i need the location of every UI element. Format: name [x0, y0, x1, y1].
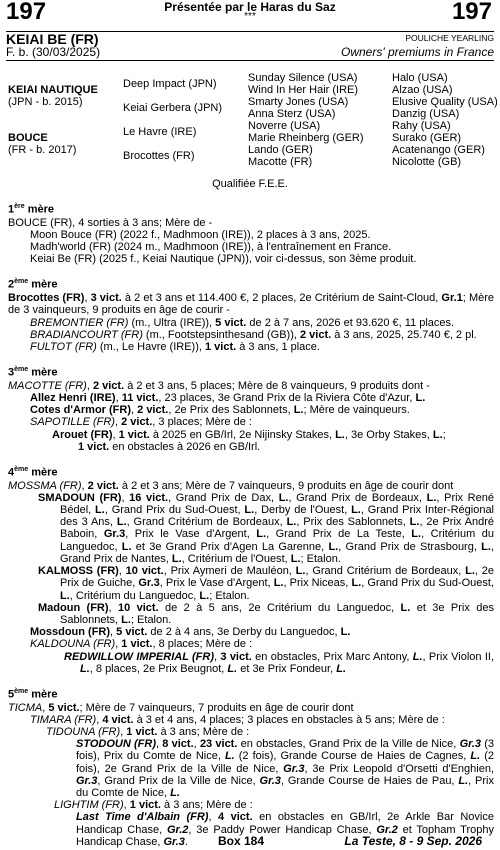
- produce-line: FULTOT (FR) (m., Le Havre (IRE)), 1 vict. à 3 ans, 1 place.: [30, 340, 320, 353]
- sire-info: (JPN - b. 2015): [8, 96, 83, 108]
- section-5: [8, 685, 494, 848]
- produce-line: KALMOSS (FR), 10 vict., Prix Aymeri de Mauléon, L., Grand Critérium de Bordeaux, L., 2e Prix de Guiche, Gr.3, Prix le Vase d'Argent, L., Prix Niceas, L., Grand Prix du Sud-Ouest, L., Critérium du Languedoc, L.; Etalon.: [38, 565, 495, 602]
- produce-line: TIDOUNA (FR), 1 vict. à 3 ans; Mère de :: [46, 725, 250, 738]
- gen4-item: Surako (GER): [392, 132, 462, 144]
- gen2-item: Deep Impact (JPN): [123, 78, 217, 90]
- section-3: [8, 363, 494, 453]
- gen4-item: Alzao (USA): [392, 84, 453, 96]
- gen3-item: Lando (GER): [248, 144, 313, 156]
- produce-line: Allez Henri (IRE), 11 vict., 23 places, 3e Grand Prix de la Riviera Côte d'Azur, L.: [30, 392, 426, 404]
- gen3-item: Smarty Jones (USA): [248, 96, 349, 108]
- produce-line: Mossdoun (FR), 5 vict. de 2 à 4 ans, 3e Derby du Languedoc, L.: [30, 626, 351, 639]
- section-title: 4ème mère: [8, 466, 58, 479]
- produce-line: 1 vict. en obstacles à 2026 en GB/Irl.: [78, 440, 261, 453]
- produce-line: KALDOUNA (FR), 1 vict., 8 places; Mère de :: [30, 638, 253, 651]
- produce-line: Moon Bouce (FR) (2022 f., Madhmoon (IRE)), 2 places à 3 ans, 2025.: [30, 228, 371, 241]
- dam-line: Brocottes (FR), 3 vict. à 2 et 3 ans et 114.400 €, 2 places, 2e Critérium de Saint-Cloud, Gr.1; Mère de 3 vainqueurs, 9 produits en âge de courir -: [8, 292, 495, 317]
- gen2-item: Le Havre (IRE): [123, 126, 197, 138]
- section-2: [8, 275, 494, 353]
- sex-category: POULICHE YEARLING: [405, 33, 494, 43]
- dam-line: BOUCE (FR), 4 sorties à 3 ans; Mère de -: [8, 216, 213, 229]
- birth-info: F. b. (30/03/2025): [6, 45, 101, 59]
- produce-line: TIMARA (FR), 4 vict. à 3 et 4 ans, 4 places; 3 places en obstacles à 5 ans; Mère de :: [30, 713, 445, 726]
- produce-line: BRADIANCOURT (FR) (m., Footstepsinthesand (GB)), 2 vict. à 3 ans, 2025, 25.740 €, 2 pl.: [30, 328, 477, 341]
- section-title: 1ère mère: [8, 203, 54, 216]
- gen2-item: Keiai Gerbera (JPN): [123, 102, 223, 114]
- produce-line: SAPOTILLE (FR), 2 vict., 3 places; Mère de :: [30, 416, 252, 429]
- produce-line: STODOUN (FR), 8 vict., 23 vict. en obstacles, Grand Prix de la Ville de Nice, Gr.3 (3 fois), Prix du Comte de Nice, L. (2 fois), Grande Course de Haies de Cagnes, L. (2 fois), 2e Grand Prix de la Ville de Nice, Gr.3, 3e Prix Leopold d'Orsetti d'Enghien, Gr.3, Grand Prix de la Ville de Nice, Gr.3, Grande Course de Haies de Pau, L., Prix du Comte de Nice, L.: [76, 738, 494, 799]
- gen3-item: Sunday Silence (USA): [248, 72, 358, 84]
- stars: ***: [244, 11, 256, 22]
- qualification: Qualifiée F.E.E.: [212, 178, 288, 190]
- produce-line: Cotes d'Armor (FR), 2 vict., 2e Prix des Sablonnets, L.; Mère de vainqueurs.: [30, 404, 410, 417]
- gen4-item: Halo (USA): [392, 72, 448, 84]
- page-header: [0, 0, 500, 28]
- gen4-item: Danzig (USA): [392, 108, 460, 120]
- produce-line: Arouet (FR), 1 vict. à 2025 en GB/Irl, 2e Nijinsky Stakes, L., 3e Orby Stakes, L.;: [52, 428, 446, 441]
- lot-number-left: 197: [6, 0, 47, 25]
- gen3-item: Noverre (USA): [248, 120, 321, 132]
- gen2-item: Brocottes (FR): [123, 150, 195, 162]
- gen4-item: Rahy (USA): [392, 120, 451, 132]
- section-title: 5ème mère: [8, 687, 58, 701]
- gen4-item: Acatenango (GER): [392, 144, 485, 156]
- produce-line: Keiai Be (FR) (2025 f., Keiai Nautique (JPN)), voir ci-dessus, son 3ème produit.: [30, 253, 417, 266]
- gen4-item: Nicolotte (GB): [392, 156, 462, 168]
- catalogue-body: [8, 200, 494, 848]
- gen3-item: Marie Rheinberg (GER): [248, 132, 364, 144]
- produce-line: Madoun (FR), 10 vict. de 2 à 5 ans, 2e Critérium du Languedoc, L. et 3e Prix des Sablonnets, L.; Etalon.: [38, 601, 494, 626]
- section-title: 3ème mère: [8, 366, 58, 379]
- produce-line: LIGHTIM (FR), 1 vict. à 3 ans; Mère de :: [54, 799, 253, 812]
- produce-line: SMADOUN (FR), 16 vict., Grand Prix de Dax, L., Grand Prix de Bordeaux, L., Prix René Bédel, L., Grand Prix du Sud-Ouest, L., Derby de l'Ouest, L., Grand Prix Inter-Régional des 3 Ans, L., Grand Critérium de Bordeaux, L., Prix des Sablonnets, L., 2e Prix André Baboin, Gr.3, Prix le Vase d'Argent, L., Grand Prix de La Teste, L., Critérium du Languedoc, L. et 3e Grand Prix d'Agen La Garenne, L., Grand Prix de Strasbourg, L., Grand Prix de Nantes, L., Critérium de l'Ouest, L.; Etalon.: [38, 491, 495, 565]
- section-4: [8, 463, 494, 675]
- dam-line: MOSSMA (FR), 2 vict. à 2 et 3 ans; Mère de 7 vainqueurs, 9 produits en âge de courir dont: [8, 479, 454, 492]
- page-footer: [0, 834, 500, 848]
- dam-name: BOUCE: [8, 132, 48, 144]
- dam-line: TICMA, 5 vict.; Mère de 7 vainqueurs, 7 produits en âge de courir dont: [8, 701, 354, 714]
- gen3-item: Wind In Her Hair (IRE): [248, 84, 359, 96]
- section-1: [8, 200, 494, 265]
- box-number: Box 184: [218, 834, 265, 848]
- presented-by: Présentée par le Haras du Saz: [164, 0, 336, 14]
- sale-place-date: La Teste, 8 - 9 Sep. 2026: [344, 834, 482, 848]
- produce-line: BREMONTIER (FR) (m., Ultra (IRE)), 5 vict. de 2 à 7 ans, 2026 et 93.620 €, 11 places.: [30, 316, 455, 329]
- sire-name: KEIAI NAUTIQUE: [8, 84, 98, 96]
- dam-info: (FR - b. 2017): [8, 144, 77, 156]
- produce-line: Last Time d'Albain (FR), 4 vict. en obstacles en GB/Irl, 2e Arkle Bar Novice Handicap Chase, Gr.2, 3e Paddy Power Handicap Chase, Gr.2 et Topham Trophy Handicap Chase, Gr.3.: [76, 811, 495, 848]
- horse-name: KEIAI BE (FR): [6, 31, 99, 47]
- dam-line: MACOTTE (FR), 2 vict. à 2 et 3 ans, 5 places; Mère de 8 vainqueurs, 9 produits dont -: [8, 379, 430, 392]
- gen3-item: Anna Sterz (USA): [248, 108, 336, 120]
- gen3-item: Macotte (FR): [248, 156, 313, 168]
- lot-number-right: 197: [451, 0, 492, 25]
- horse-name-bar: [6, 31, 494, 61]
- section-title: 2ème mère: [8, 278, 58, 292]
- produce-line: Madh'world (FR) (2024 m., Madhmoon (IRE)), à l'entraînement en France.: [30, 241, 392, 254]
- produce-line: REDWILLOW IMPERIAL (FR), 3 vict. en obstacles, Prix Marc Antony, L., Prix Violon II, L., 8 places, 2e Prix Beugnot, L. et 3e Prix Fondeur, L.: [64, 650, 495, 675]
- gen4-item: Elusive Quality (USA): [392, 96, 498, 108]
- premiums: Owners' premiums in France: [341, 45, 494, 59]
